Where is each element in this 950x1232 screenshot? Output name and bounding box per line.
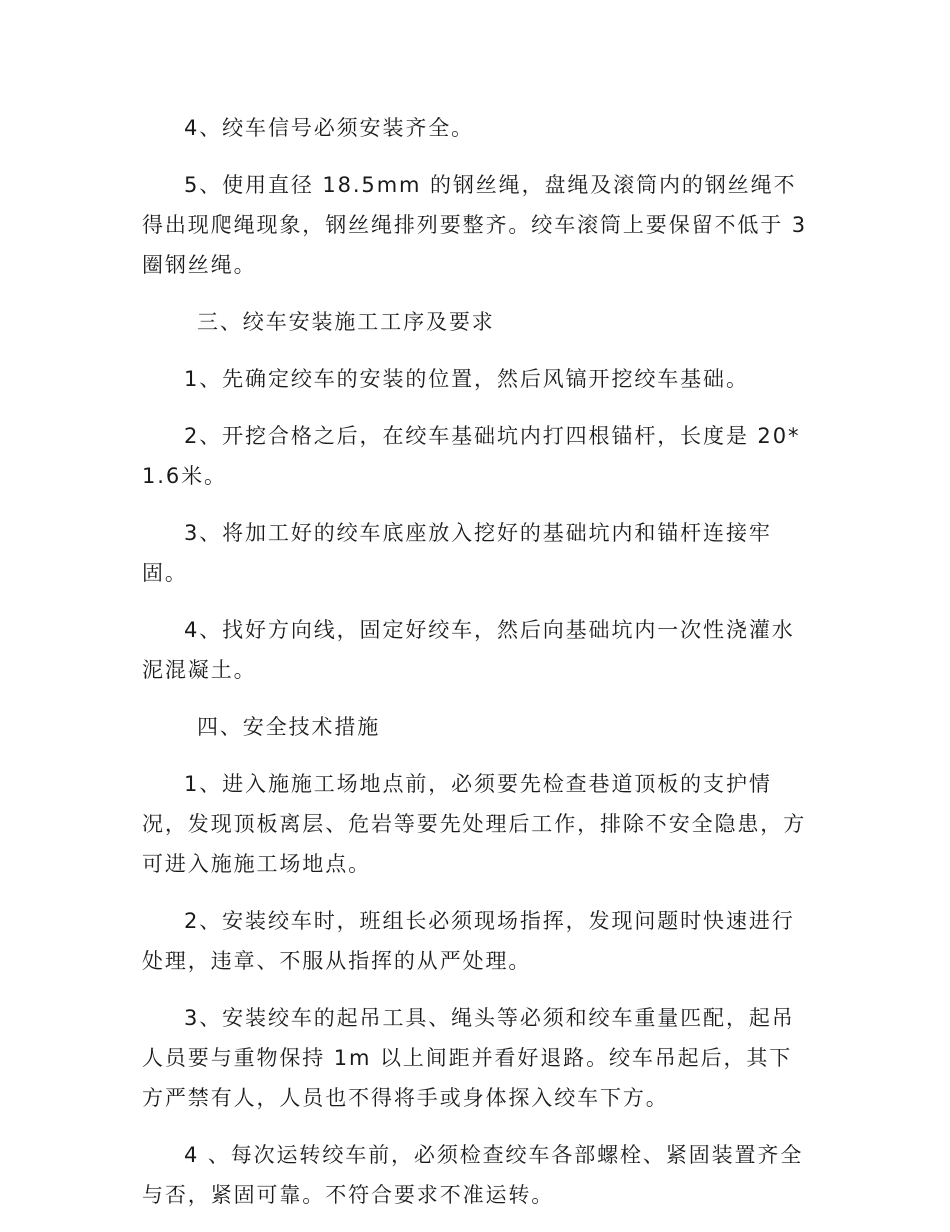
document-body xyxy=(142,108,810,1232)
paragraph-item-5-wire-rope: 5、使用直径 18.5mm 的钢丝绳，盘绳及滚筒内的钢丝绳不得出现爬绳现象，钢丝绳排列要整齐。绞车滚筒上要保留不低于 3 圈钢丝绳。 xyxy=(142,173,808,277)
paragraph-safety-3: 3、安装绞车的起吊工具、绳头等必须和绞车重量匹配，起吊人员要与重物保持 1m 以上间距并看好退路。绞车吊起后，其下方严禁有人，人员也不得将手或身体探入绞车下方。 xyxy=(142,1006,795,1110)
paragraph-safety-1: 1、进入施施工场地点前，必须要先检查巷道顶板的支护情况，发现顶板离层、危岩等要先处理后工作，排除不安全隐患，方可进入施施工场地点。 xyxy=(142,772,807,876)
paragraph-safety-4: 4 、每次运转绞车前，必须检查绞车各部螺栓、紧固装置齐全与否，紧固可靠。不符合要求不准运转。 xyxy=(142,1143,804,1207)
section-heading-installation: 三、绞车安装施工工序及要求 xyxy=(197,310,495,334)
paragraph-install-step-4: 4、找好方向线，固定好绞车，然后向基础坑内一次性浇灌水泥混凝土。 xyxy=(142,618,795,682)
paragraph-install-step-3: 3、将加工好的绞车底座放入挖好的基础坑内和锚杆连接牢固。 xyxy=(142,521,772,585)
paragraph-install-step-2: 2、开挖合格之后，在绞车基础坑内打四根锚杆，长度是 20*1.6米。 xyxy=(142,424,801,488)
paragraph-install-step-1: 1、先确定绞车的安装的位置，然后风镐开挖绞车基础。 xyxy=(184,367,749,391)
section-heading-safety: 四、安全技术措施 xyxy=(197,715,381,739)
paragraph-safety-2: 2、安装绞车时，班组长必须现场指挥，发现问题时快速进行处理，违章、不服从指挥的从严处理。 xyxy=(142,909,795,973)
paragraph-item-4-signal: 4、绞车信号必须安装齐全。 xyxy=(184,116,475,140)
